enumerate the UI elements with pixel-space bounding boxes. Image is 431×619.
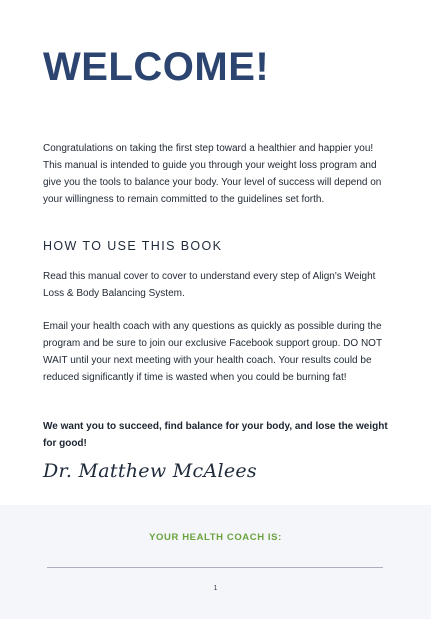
closing-statement: We want you to succeed, find balance for your body, and lose the weight for good! [43,421,388,449]
health-coach-name-line [47,567,383,568]
health-coach-label: YOUR HEALTH COACH IS: [149,532,282,543]
intro-paragraph: Congratulations on taking the first step toward a healthier and happier you! This manual is intended to guide you through your weight loss program and give you the tools to balance your body. Your level of success will depend on your willingness to remain committed to the guidelines set forth. [43,143,382,205]
page-title: WELCOME! [43,45,270,89]
page-number: 1 [213,585,218,592]
signature: Dr. Matthew McAlees [43,460,257,482]
email-paragraph: Email your health coach with any questions as quickly as possible during the program and be sure to join our exclusive Facebook support group. DO NOT WAIT until your next meeting with your health coach. Your results could be reduced significantly if time is wasted when you could be burning fat! [43,321,382,383]
read-paragraph: Read this manual cover to cover to understand every step of Align's Weight Loss & Body Balancing System. [43,271,376,299]
section-heading: HOW TO USE THIS BOOK [43,239,223,253]
health-coach-section [0,505,431,619]
